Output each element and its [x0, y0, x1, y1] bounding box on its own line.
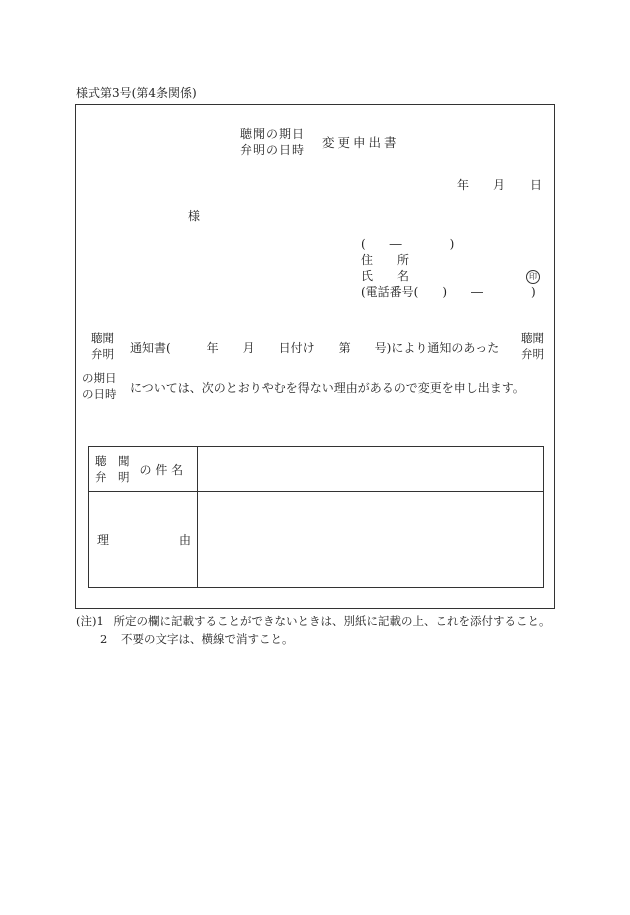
body-line-2: については、次のとおりやむを得ない理由があるので変更を申し出ます。 [130, 381, 525, 395]
detail-table [88, 446, 544, 588]
subject-value-cell[interactable] [198, 447, 544, 492]
body-line-1: 通知書( 年 月 日付け 第 号)により通知のあった [130, 341, 500, 355]
note-1: (注)1 所定の欄に記載することができないときは、別紙に記載の上、これを添付すること。 [76, 614, 551, 628]
note-2: 2 不要の文字は、横線で消すこと。 [100, 632, 294, 646]
title-alt-explanation: 弁明の日時 [240, 143, 306, 157]
subject-label-cell [89, 447, 198, 492]
reason-value-cell[interactable] [198, 492, 544, 588]
subject-label: の 件 名 [139, 462, 184, 477]
date-month: 月 [493, 178, 506, 192]
reason-label-cell [89, 492, 198, 588]
address-label: 住 所 [361, 253, 410, 267]
subject-row [89, 447, 544, 492]
seal-icon: 印 [526, 270, 540, 284]
body-alt-left: 聴聞 弁明 [91, 331, 114, 361]
addressee-suffix: 様 [188, 209, 201, 223]
body-alt-date: の期日 の日時 [82, 371, 117, 401]
reason-label-left: 理 [97, 533, 110, 547]
date-year: 年 [457, 178, 470, 192]
reason-label-right: 由 [178, 533, 191, 547]
body-alt-right: 聴聞 弁明 [521, 331, 544, 361]
document-title: 変更申出書 [322, 135, 400, 150]
seal-mark [526, 268, 540, 284]
title-alternatives [240, 126, 305, 158]
subject-alt: 聴 聞 弁 明 [95, 454, 130, 484]
phone-number-field: (電話番号( ) ― ) [361, 285, 536, 299]
reason-row [89, 492, 544, 588]
postal-code-field: ( ― ) [361, 237, 455, 251]
date-day: 日 [530, 178, 543, 192]
title-alt-hearing: 聴聞の期日 [240, 127, 306, 141]
name-label: 氏 名 [361, 269, 410, 283]
form-number: 様式第3号(第4条関係) [76, 86, 197, 100]
